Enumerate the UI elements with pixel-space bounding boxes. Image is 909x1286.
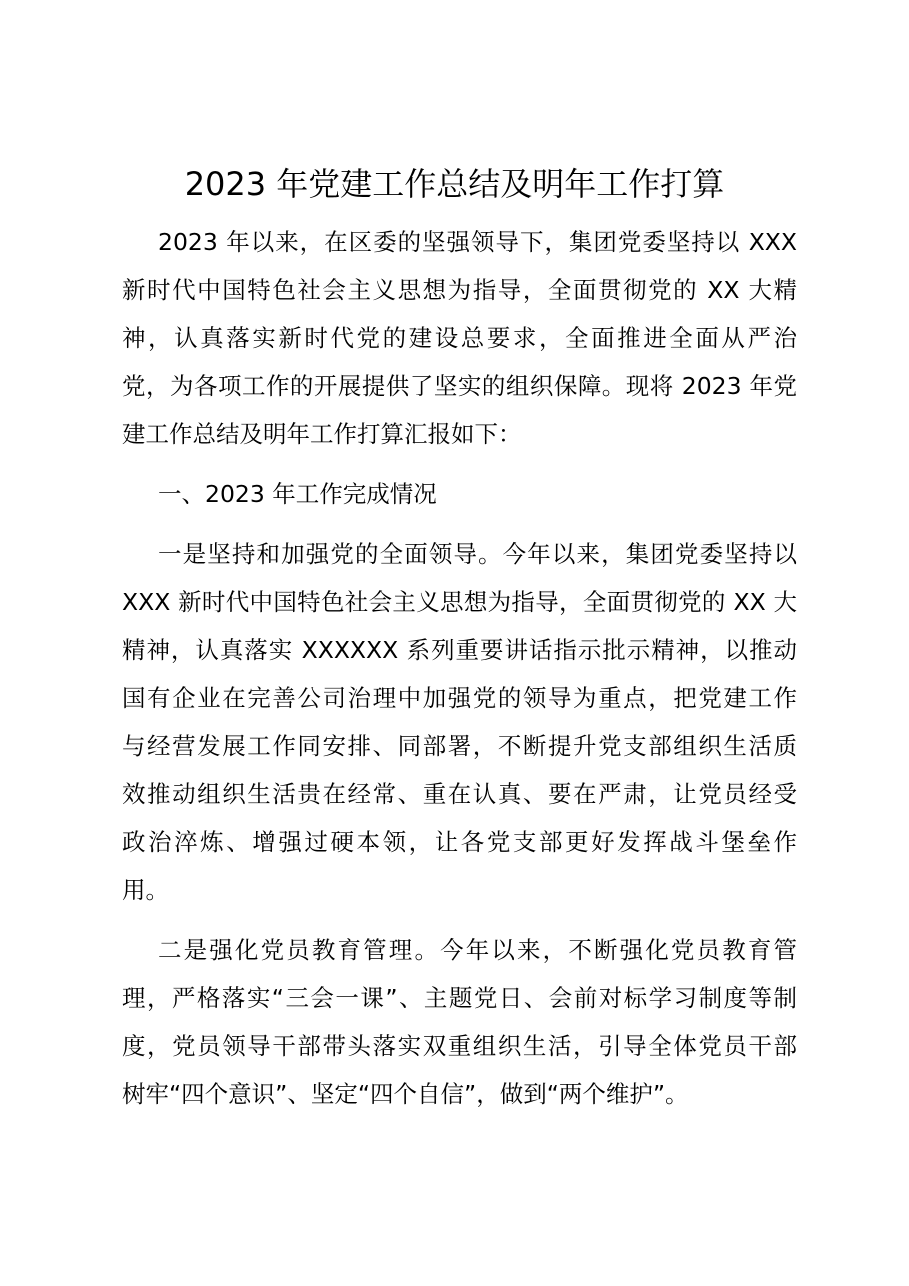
text-line: 2023 年以来，在区委的坚强领导下，集团党委坚持以 XXX	[158, 228, 797, 256]
text-line: 国有企业在完善公司治理中加强党的领导为重点，把党建工作	[122, 684, 797, 712]
document-title: 2023 年党建工作总结及明年工作打算	[184, 165, 725, 203]
text-line: 二是强化党员教育管理。今年以来，不断强化党员教育管	[158, 936, 797, 964]
text-line: 效推动组织生活贵在经常、重在认真、要在严肃，让党员经受	[122, 780, 797, 808]
text-line: XXX 新时代中国特色社会主义思想为指导，全面贯彻党的 XX 大	[122, 588, 797, 616]
text-line: 一、2023 年工作完成情况	[158, 480, 437, 508]
text-line: 党，为各项工作的开展提供了坚实的组织保障。现将 2023 年党	[122, 372, 797, 400]
text-line: 建工作总结及明年工作打算汇报如下：	[122, 420, 522, 448]
paragraph-education	[122, 926, 797, 1118]
text-line: 一是坚持和加强党的全面领导。今年以来，集团党委坚持以	[158, 540, 797, 568]
text-line: 政治淬炼、增强过硬本领，让各党支部更好发挥战斗堡垒作	[122, 828, 797, 856]
text-line: 度，党员领导干部带头落实双重组织生活，引导全体党员干部	[122, 1032, 797, 1060]
paragraph-leadership	[122, 530, 797, 914]
section-heading	[122, 470, 797, 518]
text-line: 神，认真落实新时代党的建设总要求，全面推进全面从严治	[122, 324, 797, 352]
text-line: 与经营发展工作同安排、同部署，不断提升党支部组织生活质	[122, 732, 797, 760]
text-line: 树牢“四个意识”、坚定“四个自信”，做到“两个维护”。	[122, 1080, 689, 1108]
paragraph-intro	[122, 218, 797, 458]
text-line: 用。	[122, 876, 169, 904]
document-body	[122, 218, 797, 1130]
text-line: 精神，认真落实 XXXXXX 系列重要讲话指示批示精神，以推动	[122, 636, 797, 664]
text-line: 理，严格落实“三会一课”、主题党日、会前对标学习制度等制	[122, 984, 797, 1012]
text-line: 新时代中国特色社会主义思想为指导，全面贯彻党的 XX 大精	[122, 276, 797, 304]
